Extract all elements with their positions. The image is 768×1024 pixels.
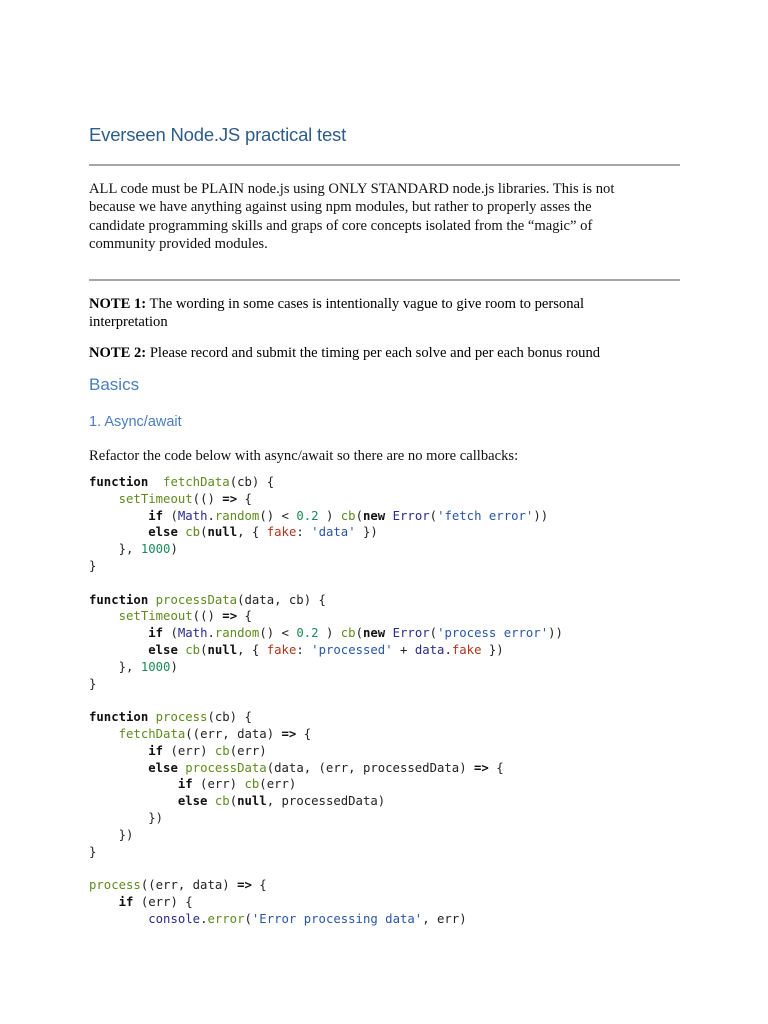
code-token: () < (259, 508, 297, 523)
code-token (89, 727, 119, 741)
note-1-text-cont: interpretation (89, 314, 168, 331)
code-line (89, 911, 563, 928)
code-line (89, 760, 563, 777)
code-token: data (414, 642, 445, 657)
code-token: : (296, 642, 312, 657)
instruction-text: Refactor the code below with async/await so there are no more callbacks: (89, 448, 519, 464)
code-token: fetchData (118, 726, 186, 741)
code-token: fake (266, 525, 297, 540)
code-token: : (296, 525, 312, 540)
code-token: }) (355, 525, 378, 540)
code-token: fetchData (163, 475, 230, 489)
code-token: (err) (229, 743, 267, 758)
code-token: new (363, 626, 386, 641)
code-line (89, 692, 563, 709)
code-token: }) (481, 642, 504, 657)
code-token (89, 744, 148, 758)
code-token: cb (340, 626, 356, 641)
code-token: null (237, 794, 267, 809)
code-token: (cb) { (229, 475, 275, 489)
code-token: )) (533, 508, 549, 523)
code-token: 'data' (311, 525, 356, 540)
intro-line: community provided modules. (89, 235, 268, 252)
code-token: Error (392, 626, 430, 641)
code-token: if (118, 894, 134, 909)
code-token (148, 710, 155, 724)
code-token: if (148, 743, 164, 758)
code-token (89, 777, 178, 791)
code-token: ( (163, 626, 178, 641)
code-token: cb (185, 642, 201, 657)
code-token (385, 509, 392, 523)
code-token: cb (185, 525, 201, 540)
code-token: }) (89, 827, 134, 842)
code-token: ( (163, 508, 178, 523)
code-token: . (444, 642, 452, 657)
code-token: ( (429, 508, 438, 523)
code-token: (() (192, 491, 223, 506)
code-line (89, 827, 563, 844)
code-token: processData (185, 760, 267, 775)
code-token (89, 643, 148, 657)
code-token: ( (355, 626, 363, 641)
section-heading: Basics (89, 375, 140, 394)
code-token (89, 761, 148, 775)
code-token: if (148, 626, 164, 641)
code-token: }, (89, 659, 141, 674)
code-token: => (474, 760, 489, 775)
code-token: } (89, 676, 97, 691)
code-token: )) (548, 626, 563, 641)
intro-paragraph (89, 180, 689, 253)
code-token: ( (355, 508, 363, 523)
code-token: . (207, 626, 215, 641)
code-token: if (148, 508, 164, 523)
code-token: + (392, 642, 415, 657)
code-token: setTimeout (118, 491, 193, 506)
code-token (148, 593, 155, 607)
code-token: ( (244, 911, 252, 926)
code-token: 'process error' (437, 626, 549, 641)
note-1-label: NOTE 1: (89, 296, 147, 312)
code-token: random (214, 508, 260, 523)
code-token: () < (259, 626, 297, 641)
code-line (89, 541, 563, 558)
code-token: ((err, data) (140, 878, 238, 893)
code-line (89, 659, 563, 676)
code-token: 0.2 (296, 508, 319, 523)
document-title: Everseen Node.JS practical test (89, 124, 347, 145)
intro-line: candidate programming skills and graps of core concepts isolated from the “magic” of (89, 217, 593, 234)
code-token: }) (89, 810, 164, 825)
code-token: (data, cb) { (237, 592, 326, 607)
code-token: else (148, 525, 178, 540)
code-line (89, 676, 563, 693)
code-token: 1000 (140, 659, 171, 674)
code-token: => (222, 491, 238, 506)
code-token: ( (429, 626, 438, 641)
subsection-heading: 1. Async/await (89, 414, 182, 430)
code-token (89, 895, 119, 909)
code-line (89, 608, 563, 625)
code-token: (err) { (133, 894, 193, 909)
code-token: Error (392, 508, 430, 523)
code-token: console (148, 911, 201, 926)
code-token: . (207, 508, 215, 523)
code-line (89, 508, 563, 525)
code-token: random (214, 626, 260, 641)
code-line (89, 844, 563, 861)
note-2-text: Please record and submit the timing per each solve and per each bonus round (146, 345, 601, 361)
code-token: setTimeout (118, 609, 193, 624)
code-token: { (237, 609, 252, 624)
code-line (89, 575, 563, 592)
code-block (89, 474, 563, 928)
intro-line: ALL code must be PLAIN node.js using ONLY STANDARD node.js libraries. This is not (89, 181, 615, 197)
code-token: , err) (422, 911, 467, 926)
code-token: => (237, 878, 252, 893)
code-token: { (296, 726, 312, 741)
code-token: 'fetch error' (437, 508, 534, 523)
code-token: ( (200, 642, 208, 657)
code-token: cb (214, 743, 230, 758)
code-token (207, 794, 214, 808)
code-token: error (207, 911, 245, 926)
code-token: ( (229, 794, 238, 809)
code-token: , processedData) (266, 794, 386, 809)
code-token: { (488, 760, 504, 775)
code-token: 1000 (140, 542, 171, 557)
code-token: ) (170, 542, 178, 557)
code-line (89, 524, 563, 541)
code-line (89, 709, 563, 726)
code-token (89, 626, 148, 640)
code-token: ) (170, 659, 178, 674)
code-token: (err) (163, 743, 215, 758)
note-2 (89, 344, 689, 362)
code-line (89, 877, 563, 894)
code-line (89, 592, 563, 609)
code-token: } (89, 844, 97, 859)
code-line (89, 726, 563, 743)
code-token: processData (155, 592, 238, 607)
code-token: } (89, 558, 97, 573)
code-token: function (89, 592, 149, 607)
code-token: cb (214, 794, 230, 809)
code-token: ) (318, 626, 341, 641)
code-token: 'Error processing data' (251, 911, 423, 926)
code-token: ((err, data) (185, 726, 282, 741)
code-line (89, 776, 563, 793)
code-line (89, 491, 563, 508)
code-token: process (155, 710, 208, 725)
note-1-text: The wording in some cases is intentionally vague to give room to personal (146, 296, 585, 312)
code-line (89, 894, 563, 911)
note-1 (89, 295, 689, 332)
code-token (89, 609, 119, 623)
code-line (89, 642, 563, 659)
code-token: null (207, 642, 238, 657)
code-token (148, 475, 163, 489)
code-token (89, 912, 148, 926)
code-line (89, 474, 563, 491)
code-token (89, 509, 148, 523)
code-token: { (251, 878, 267, 893)
code-token: null (207, 525, 238, 540)
code-token (89, 525, 148, 539)
code-token: => (281, 726, 297, 741)
code-token: fake (451, 642, 482, 657)
code-line (89, 810, 563, 827)
code-token: (data, (err, processedData) (266, 760, 474, 775)
intro-divider (89, 279, 680, 281)
code-token: . (200, 911, 208, 926)
code-token: , { (237, 642, 267, 657)
code-token: else (177, 794, 208, 809)
code-token: else (148, 760, 178, 775)
code-token: function (89, 710, 149, 725)
code-token: if (177, 777, 193, 792)
code-line (89, 743, 563, 760)
code-token: cb (340, 508, 356, 523)
code-token: (cb) { (207, 710, 252, 725)
code-line (89, 558, 563, 575)
code-token (385, 626, 392, 640)
code-token: { (237, 491, 252, 506)
code-token: Math (177, 508, 208, 523)
title-divider (89, 164, 680, 166)
code-token: new (363, 508, 386, 523)
code-token: 'processed' (311, 642, 393, 657)
code-token: => (222, 609, 238, 624)
code-line (89, 860, 563, 877)
code-token: Math (177, 626, 208, 641)
code-token: fake (266, 642, 297, 657)
code-token: else (148, 642, 178, 657)
code-token: cb (244, 777, 260, 792)
code-token (89, 492, 119, 506)
code-token: (err) (259, 777, 297, 792)
code-token: function (89, 475, 149, 489)
code-token: 0.2 (296, 626, 319, 641)
code-token (89, 794, 178, 808)
code-line (89, 793, 563, 810)
code-token: ) (318, 508, 341, 523)
code-token: }, (89, 542, 141, 557)
note-2-label: NOTE 2: (89, 345, 147, 361)
code-token: (() (192, 609, 223, 624)
code-token: ( (200, 525, 208, 540)
code-line (89, 625, 563, 642)
code-token: (err) (192, 777, 245, 792)
intro-line: because we have anything against using npm modules, but rather to properly asses the (89, 199, 592, 216)
code-token: , { (237, 525, 267, 540)
code-token: process (89, 878, 141, 893)
